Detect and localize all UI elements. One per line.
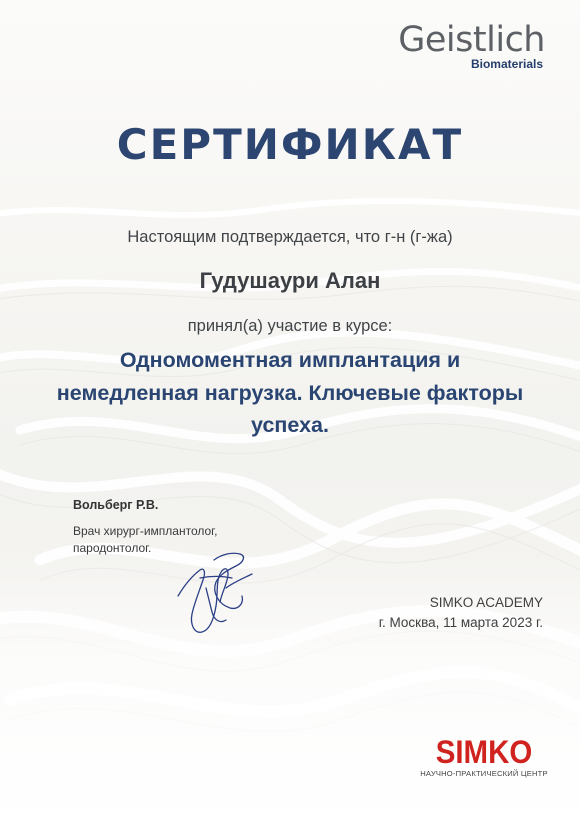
course-title-line: Одномоментная имплантация и — [119, 348, 461, 372]
certificate-title: СЕРТИФИКАТ — [116, 120, 464, 169]
course-title — [20, 344, 560, 442]
participation-text: принял(а) участие в курсе: — [187, 317, 393, 335]
simko-logo-name: SIMKO — [435, 734, 533, 770]
brand-name: Geistlich — [398, 20, 545, 60]
lecturer-role-line: Врач хирург-имплантолог, — [73, 524, 218, 538]
lecturer-name: Вольберг Р.В. — [73, 498, 159, 512]
place-and-date: г. Москва, 11 марта 2023 г. — [378, 615, 543, 630]
lecturer-role-line: пародонтолог. — [73, 541, 152, 555]
handwritten-signature — [170, 548, 260, 640]
brand-subtitle: Biomaterials — [470, 57, 543, 71]
confirmation-text: Настоящим подтверждается, что г-н (г-жа) — [127, 228, 453, 246]
course-title-line: успеха. — [251, 413, 329, 437]
academy-name: SIMKO ACADEMY — [429, 595, 543, 610]
issuer-block — [379, 593, 543, 633]
simko-logo — [418, 735, 550, 778]
simko-logo-subtitle: НАУЧНО-ПРАКТИЧЕСКИЙ ЦЕНТР — [420, 769, 548, 778]
course-title-line: немедленная нагрузка. Ключевые факторы — [56, 380, 524, 405]
geistlich-logo — [398, 21, 545, 71]
recipient-name: Гудушаури Алан — [199, 268, 381, 293]
